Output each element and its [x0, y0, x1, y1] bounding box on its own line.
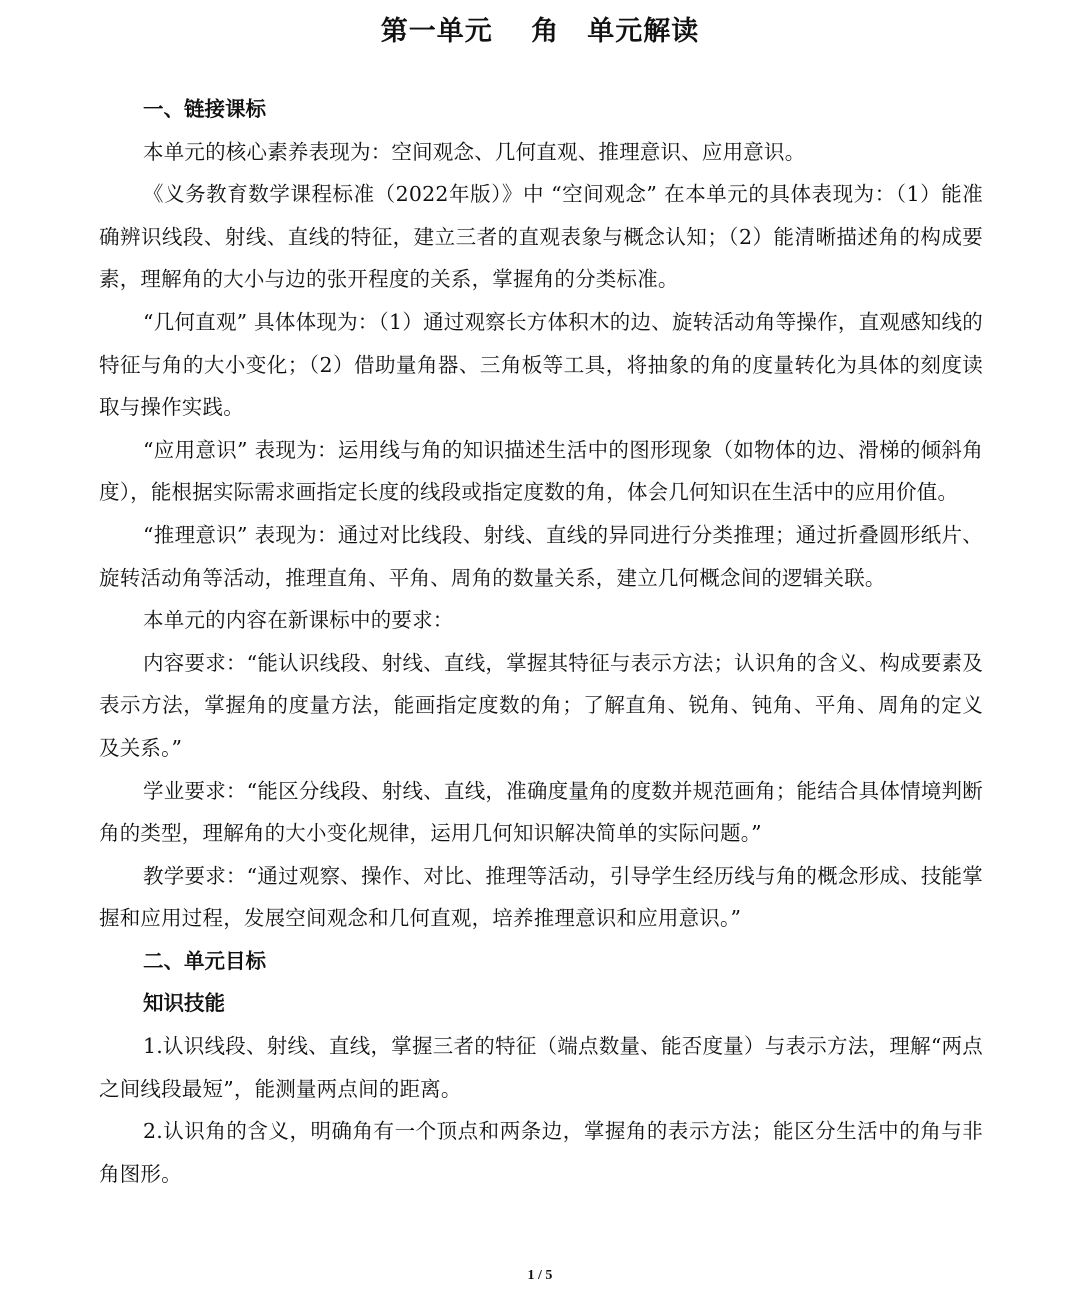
paragraph-content-requirements: 内容要求：“能认识线段、射线、直线，掌握其特征与表示方法；认识角的含义、构成要素及表示方法，掌握角的度量方法，能画指定度数的角；了解直角、锐角、钝角、平角、周角的定义及关系。” [99, 650, 983, 760]
paragraph-spatial-concept: 《义务教育数学课程标准（2022年版）》中 “空间观念” 在本单元的具体表现为：（1）能准确辨识线段、射线、直线的特征，建立三者的直观表象与概念认知；（2）能清晰描述角的构成要素，理解角的大小与边的张开程度的关系，掌握角的分类标准。 [99, 182, 983, 292]
paragraph-geometric-intuition: “几何直观” 具体体现为：（1）通过观察长方体积木的边、旋转活动角等操作，直观感知线的特征与角的大小变化；（2）借助量角器、三角板等工具，将抽象的角的度量转化为具体的刻度读取与操作实践。 [99, 309, 983, 420]
paragraph-goal-angles: 2.认识角的含义，明确角有一个顶点和两条边，掌握角的表示方法；能区分生活中的角与非角图形。 [99, 1119, 983, 1186]
subheading-knowledge-skills: 知识技能 [143, 991, 225, 1016]
paragraph-core-literacy: 本单元的核心素养表现为：空间观念、几何直观、推理意识、应用意识。 [143, 139, 806, 164]
paragraph-reasoning-awareness: “推理意识” 表现为：通过对比线段、射线、直线的异同进行分类推理；通过折叠圆形纸片、旋转活动角等活动，推理直角、平角、周角的数量关系，建立几何概念间的逻辑关联。 [99, 522, 983, 590]
section-heading-curriculum-link: 一、链接课标 [143, 97, 266, 121]
paragraph-teaching-requirements: 教学要求：“通过观察、操作、对比、推理等活动，引导学生经历线与角的概念形成、技能掌握和应用过程，发展空间观念和几何直观，培养推理意识和应用意识。” [99, 863, 983, 931]
paragraph-application-awareness: “应用意识” 表现为：运用线与角的知识描述生活中的图形现象（如物体的边、滑梯的倾斜角度），能根据实际需求画指定长度的线段或指定度数的角，体会几何知识在生活中的应用价值。 [99, 437, 983, 505]
paragraph-new-standard-requirements: 本单元的内容在新课标中的要求： [143, 608, 454, 633]
paragraph-goal-lines: 1.认识线段、射线、直线，掌握三者的特征（端点数量、能否度量）与表示方法，理解“两点之间线段最短”，能测量两点间的距离。 [99, 1034, 983, 1101]
page-number: 1 / 5 [527, 1268, 553, 1283]
section-heading-unit-goals: 二、单元目标 [143, 948, 266, 973]
document-body [99, 88, 983, 1195]
paragraph-academic-requirements: 学业要求：“能区分线段、射线、直线，准确度量角的度数并规范画角；能结合具体情境判断角的类型，理解角的大小变化规律，运用几何知识解决简单的实际问题。” [99, 778, 983, 846]
document-title: 第一单元 角 单元解读 [380, 16, 700, 47]
